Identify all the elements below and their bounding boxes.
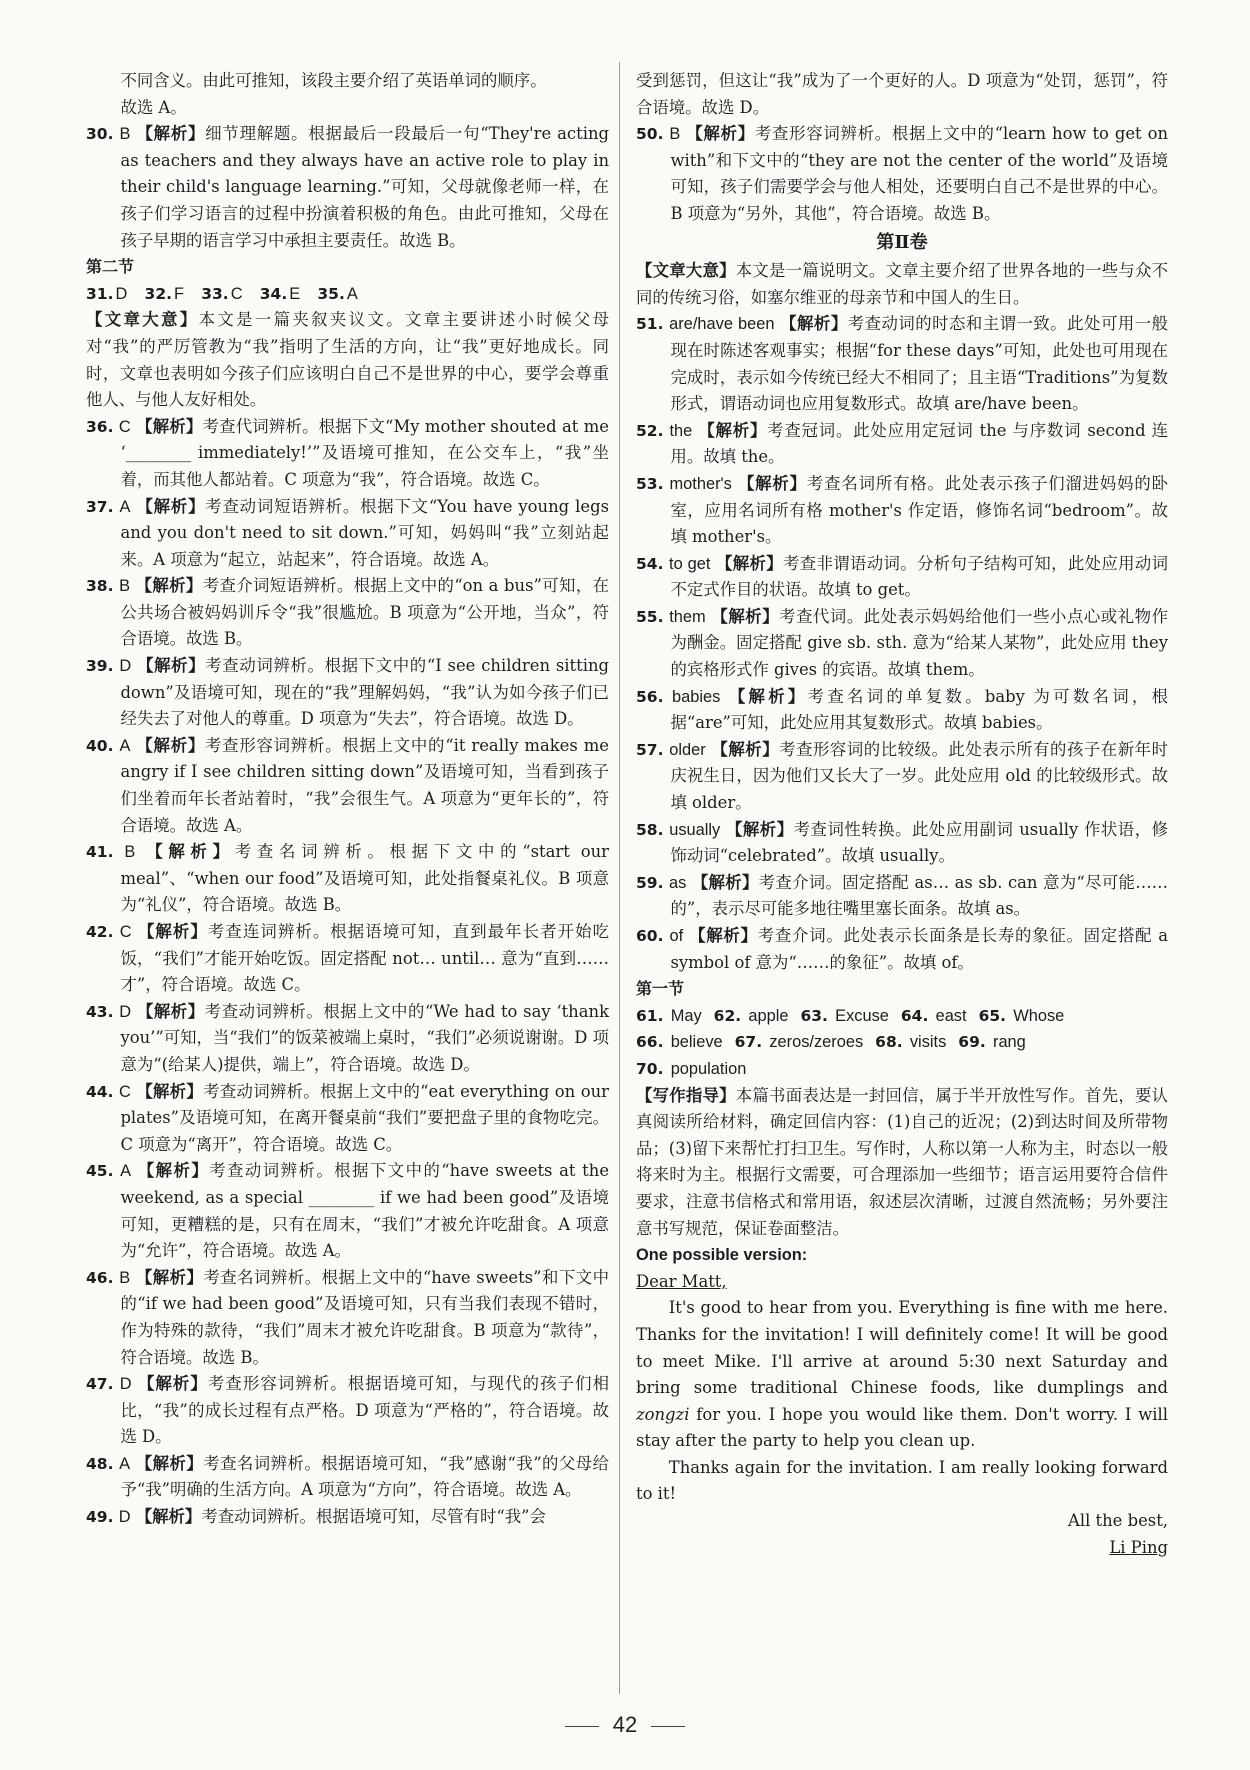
answer-number: 70.: [636, 1059, 664, 1078]
question-answer: A: [119, 736, 131, 755]
letter-p1-italic: zongzi: [636, 1404, 690, 1424]
question-55-entry: [636, 604, 1168, 684]
answer-63: [800, 1006, 888, 1025]
question-tag: 【解析】: [711, 739, 780, 759]
footer-dash-left: [565, 1726, 599, 1727]
page-number: 42: [612, 1712, 638, 1737]
question-explanation: 考查动词短语辨析。根据下文“You have young legs and you don't need to sit down.”可知，妈妈叫“我”立刻站起来。A 项意为“起立，站起来”，符合语境。故选 A。: [120, 496, 610, 569]
answer-value: zeros/zeroes: [769, 1033, 864, 1052]
question-explanation: 考查动词的时态和主谓一致。此处可用一般现在时陈述客观事实；根据“for these days”可知，此处也可用现在完成时，表示如今传统已经大不相同了；且主语“Traditions”为复数形式，谓语动词也应用复数形式。故填 are/have been。: [670, 314, 1168, 414]
question-44-entry: [86, 1079, 609, 1159]
question-47-entry: [86, 1371, 609, 1451]
answer-32-value: F: [174, 284, 185, 303]
question-number: 53.: [636, 474, 664, 493]
question-tag: 【解析】: [137, 1374, 208, 1394]
question-number: 43.: [86, 1002, 114, 1021]
answer-34: [260, 284, 300, 303]
question-38-entry: [86, 573, 609, 653]
question-answer: to get: [669, 554, 711, 573]
question-answer: are/have been: [669, 315, 775, 334]
question-explanation: 考查介词。此处表示长面条是长寿的象征。固定搭配 a symbol of 意为“……的象征”。故填 of。: [670, 926, 1169, 972]
question-number: 59.: [636, 873, 664, 892]
question-answer: older: [669, 740, 706, 759]
question-number: 40.: [86, 736, 114, 755]
intro-line-1: 不同含义。由此可推知，该段主要介绍了英语单词的顺序。: [120, 71, 547, 90]
question-explanation: 考查名词的单复数。baby 为可数名词，根据“are”可知，此处应用其复数形式。故填 babies。: [670, 686, 1169, 733]
summary-text: 本文是一篇夹叙夹议文。文章主要讲述小时候父母对“我”的严厉管教为“我”指明了生活的方向，让“我”更好地成长。同时，文章也表明如今孩子们应该明白自己不是世界的中心，要学会尊重他人、与他人友好相处。: [86, 310, 610, 410]
right-column: [636, 68, 1168, 1561]
version-label: One possible version:: [636, 1246, 808, 1265]
question-answer: C: [119, 923, 132, 941]
question-tag: 【解析】: [716, 553, 784, 573]
question-answer: D: [119, 657, 132, 676]
q30-number: 30.: [86, 125, 114, 144]
letter-p1-part-b: for you. I hope you would like them. Don't worry. I will stay after the party to help you clean up.: [636, 1404, 1168, 1451]
question-number: 41.: [86, 843, 114, 862]
question-number: 38.: [86, 577, 114, 596]
answer-value: Whose: [1013, 1006, 1065, 1025]
question-explanation: 考查代词。此处表示妈妈给他们一些小点心或礼物作为酬金。固定搭配 give sb. sth. 意为“给某人某物”，此处应用 they 的宾格形式作 gives 的宾语。故填 them。: [670, 606, 1168, 680]
writing-tag: 【写作指导】: [636, 1085, 736, 1105]
question-tag: 【解析】: [725, 819, 794, 839]
question-tag: 【解析】: [135, 1267, 204, 1287]
question-explanation: 考查动词辨析。根据上文中的“eat everything on our plates”及语境可知，在离开餐桌前“我们”要把盘子里的食物吃完。C 项意为“离开”，符合语境。故选 C。: [120, 1081, 609, 1154]
answer-67: [735, 1032, 864, 1051]
question-explanation: 考查动词辨析。根据下文中的“have sweets at the weekend, as a special ________ if we had been good”及语境可知，更糟糕的是，只有在周末，“我们”才被允许吃甜食。A 项意为“允许”，符合语境。故选 A。: [120, 1161, 610, 1261]
section-1-title: 第一节: [636, 979, 685, 999]
question-explanation: 考查动词辨析。根据上文中的“We had to say ‘thank you’”可知，当“我们”的饭菜被端上桌时，“我们”必须说谢谢。D 项意为“(给某人)提供，端上”，符合语境。故选 D。: [120, 1001, 610, 1074]
question-48-entry: [86, 1451, 609, 1504]
question-number: 36.: [86, 417, 114, 436]
question-explanation: 考查名词所有格。此处表示孩子们溜进妈妈的卧室，应用名词所有格 mother's 作定语，修饰名词“bedroom”。故填 mother's。: [670, 473, 1169, 547]
question-tag: 【解析】: [135, 1453, 204, 1473]
question-answer: D: [119, 1375, 132, 1394]
q50-tag: 【解析】: [686, 124, 755, 144]
answer-35-value: A: [346, 284, 358, 303]
answer-69: [958, 1032, 1026, 1051]
answer-number: 69.: [958, 1033, 986, 1052]
question-explanation: 考查非谓语动词。分析句子结构可知，此处应用动词不定式作目的状语。故填 to get。: [670, 553, 1168, 600]
answer-value: east: [935, 1006, 967, 1025]
question-57-entry: [636, 737, 1168, 817]
question-41-entry: [86, 839, 609, 919]
letter-salutation: Dear Matt,: [636, 1271, 727, 1291]
question-explanation: 考查名词辨析。根据下文中的“start our meal”、“when our food”及语境可知，此处指餐桌礼仪。B 项意为“礼仪”，符合语境。故选 B。: [120, 842, 609, 915]
question-number: 39.: [86, 657, 114, 676]
q30-answer: B: [119, 125, 131, 144]
question-explanation: 考查词性转换。此处应用副词 usually 作状语，修饰动词“celebrated”。故填 usually。: [670, 819, 1168, 866]
answer-number: 63.: [800, 1006, 828, 1025]
question-tag: 【解析】: [146, 842, 235, 862]
answer-value: May: [670, 1006, 702, 1025]
question-tag: 【解析】: [711, 606, 780, 626]
answer-value: rang: [992, 1033, 1026, 1052]
question-tag: 【解析】: [136, 1081, 204, 1101]
letter-signature: Li Ping: [1109, 1537, 1168, 1557]
answer-row: [636, 1003, 1168, 1030]
answer-68: [875, 1032, 946, 1051]
question-explanation: 考查名词辨析。根据语境可知，“我”感谢“我”的父母给予“我”明确的生活方向。A 项意为“方向”，符合语境。故选 A。: [120, 1453, 609, 1500]
answer-value: apple: [748, 1006, 789, 1025]
question-tag: 【解析】: [728, 686, 808, 706]
question-explanation: 考查形容词的比较级。此处表示所有的孩子在新年时庆祝生日，因为他们又长大了一岁。此处应用 old 的比较级形式。故填 older。: [670, 739, 1168, 813]
answer-34-number: 34.: [259, 284, 288, 303]
answer-61: [636, 1006, 702, 1025]
question-54-entry: [636, 551, 1168, 604]
question-answer: usually: [669, 820, 721, 839]
question-explanation: 考查介词短语辨析。根据上文中的“on a bus”可知，在公共场合被妈妈训斥令“我”很尴尬。B 项意为“公开地，当众”，符合语境。故选 B。: [120, 576, 609, 649]
letter-paragraph-1: [636, 1295, 1168, 1455]
question-answer: D: [119, 1002, 132, 1021]
question-explanation: 考查动词辨析。根据下文中的“I see children sitting down”及语境可知，现在的“我”理解妈妈，“我”认为如今孩子们已经失去了对他人的尊重。D 项意为“失去”，符合语境。故选 D。: [120, 656, 610, 729]
answer-row: [636, 1056, 1168, 1083]
question-answer: them: [669, 607, 706, 626]
letter-p1-part-a: It's good to hear from you. Everything is fine with me here. Thanks for the invitation! I will definitely come! It will be good to meet Mike. I'll arrive at around 5:30 next Saturday and bring some traditional Chinese foods, like dumplings and: [636, 1298, 1168, 1398]
article-summary-2: [636, 258, 1168, 311]
answer-number: 61.: [636, 1006, 664, 1025]
letter-paragraph-2: Thanks again for the invitation. I am really looking forward to it!: [636, 1457, 1168, 1504]
answer-32: [145, 284, 184, 303]
answers-31-35: [86, 281, 609, 308]
question-tag: 【解析】: [137, 922, 208, 941]
answer-number: 64.: [900, 1006, 929, 1025]
question-60-entry: [636, 923, 1168, 976]
answer-64: [901, 1006, 967, 1025]
question-number: 60.: [636, 927, 664, 945]
q50-entry: [636, 121, 1168, 227]
answer-31: [86, 284, 127, 303]
question-answer: B: [119, 577, 130, 596]
writing-text: 本篇书面表达是一封回信，属于半开放性写作。首先，要认真阅读所给材料，确定回信内容：(1)自己的近况；(2)到达时间及所带物品；(3)留下来帮忙打扫卫生。写作时，人称以第一人称为主，时态以一般将来时为主。根据行文需要，可合理添加一些细节；语言运用要符合信件要求，注意书信格式和常用语，叙述层次清晰，过渡自然流畅；另外要注意书写规范，保证卷面整洁。: [636, 1085, 1168, 1238]
question-59-entry: [636, 870, 1168, 923]
q30-entry: [86, 121, 609, 254]
answer-31-value: D: [115, 284, 128, 303]
answer-value: visits: [909, 1033, 947, 1052]
question-51-entry: [636, 311, 1168, 417]
question-explanation: 考查介词。固定搭配 as… as sb. can 意为“尽可能……的”，表示尽可能多地往嘴里塞长面条。故填 as。: [670, 872, 1169, 919]
answer-31-number: 31.: [86, 284, 114, 303]
question-tag: 【解析】: [136, 416, 203, 436]
question-number: 55.: [636, 607, 664, 626]
question-tag: 【解析】: [691, 872, 759, 892]
question-explanation: 考查连词辨析。根据语境可知，直到最年长者开始吃饭，“我们”才能开始吃饭。固定搭配 not… until… 意为“直到……才”，符合语境。故选 C。: [120, 922, 609, 995]
question-answer: C: [118, 1082, 131, 1101]
question-answer: of: [669, 927, 684, 945]
question-number: 37.: [86, 497, 114, 516]
question-number: 52.: [636, 421, 664, 440]
q50-explanation: 考查形容词辨析。根据上文中的“learn how to get on with”和下文中的“they are not the center of the world”及语境可知，孩子们需要学会与他人相处，还要明白自己不是世界的中心。B 项意为“另外，其他”，符合语境。故选 B。: [670, 124, 1168, 223]
left-column: [86, 68, 609, 1531]
question-tag: 【解析】: [135, 1507, 202, 1527]
answer-number: 68.: [875, 1033, 903, 1052]
question-number: 56.: [636, 687, 664, 706]
question-answer: babies: [672, 687, 721, 706]
question-tag: 【解析】: [689, 926, 758, 945]
question-number: 58.: [636, 820, 664, 839]
question-explanation: 考查形容词辨析。根据上文中的“it really makes me angry if I see children sitting down”及语境可知，当看到孩子们坐着而年长者站着时，“我”会很生气。A 项意为“更年长的”，符合语境。故选 A。: [120, 735, 610, 835]
q50-answer: B: [669, 125, 681, 144]
question-36-entry: [86, 414, 609, 494]
page-footer: [0, 1712, 1250, 1738]
intro-line-2: 故选 A。: [120, 97, 187, 117]
question-tag: 【解析】: [780, 314, 848, 334]
q50-number: 50.: [636, 125, 664, 144]
section-2-title: 第二节: [86, 257, 135, 277]
question-answer: B: [119, 1268, 131, 1287]
question-number: 45.: [86, 1162, 114, 1181]
summary-tag: 【文章大意】: [86, 310, 199, 330]
question-number: 57.: [636, 740, 664, 759]
question-43-entry: [86, 999, 609, 1079]
question-number: 54.: [636, 554, 664, 573]
question-explanation: 考查名词辨析。根据上文中的“have sweets”和下文中的“if we had been good”及语境可知，只有当我们表现不错时，作为特殊的款待，“我们”周末才被允许吃甜食。B 项意为“款待”，符合语境。故选 B。: [120, 1267, 610, 1367]
question-answer: B: [124, 843, 136, 862]
question-tag: 【解析】: [137, 656, 206, 676]
question-46-entry: [86, 1265, 609, 1371]
answer-number: 62.: [713, 1006, 742, 1025]
answer-65: [979, 1006, 1065, 1025]
answer-value: Excuse: [835, 1006, 889, 1025]
answer-value: population: [670, 1059, 747, 1078]
question-explanation: 考查冠词。此处应用定冠词 the 与序数词 second 连用。故填 the。: [670, 420, 1168, 467]
answer-number: 67.: [734, 1033, 763, 1052]
article-summary: [86, 307, 609, 413]
question-answer: A: [119, 497, 131, 516]
sample-letter: [636, 1269, 1168, 1562]
answer-33-value: C: [230, 284, 243, 303]
answers-61-70: [636, 1003, 1168, 1083]
question-42-entry: [86, 919, 609, 999]
right-item-list: [636, 311, 1168, 976]
question-number: 51.: [636, 315, 664, 334]
question-number: 42.: [86, 923, 114, 941]
question-number: 47.: [86, 1375, 114, 1394]
answer-33-number: 33.: [201, 284, 229, 303]
volume-2-title: 第Ⅱ卷: [876, 231, 928, 253]
question-number: 49.: [86, 1508, 114, 1527]
question-answer: the: [669, 421, 693, 440]
question-53-entry: [636, 471, 1168, 551]
question-49-entry: [86, 1504, 609, 1531]
answer-66: [636, 1032, 723, 1051]
question-number: 44.: [86, 1082, 114, 1101]
summary-tag-2: 【文章大意】: [636, 261, 736, 281]
letter-closing: All the best,: [1068, 1511, 1168, 1531]
question-answer: A: [119, 1454, 131, 1473]
question-answer: as: [669, 873, 687, 892]
question-answer: mother's: [669, 474, 732, 493]
answer-number: 66.: [636, 1033, 664, 1052]
writing-guide: [636, 1083, 1168, 1243]
footer-dash-right: [651, 1726, 685, 1727]
question-tag: 【解析】: [698, 420, 768, 440]
question-answer: D: [118, 1508, 131, 1527]
question-tag: 【解析】: [136, 1001, 205, 1021]
question-56-entry: [636, 684, 1168, 737]
question-tag: 【解析】: [136, 496, 206, 516]
question-37-entry: [86, 494, 609, 574]
q30-explanation: 细节理解题。根据最后一段最后一句“They're acting as teachers and they always have an active role to play in their child's language learning.”可知，父母就像老师一样，在孩子们学习语言的过程中扮演着积极的角色。由此可推知，父母在孩子早期的语言学习中承担主要责任。故选 B。: [120, 124, 609, 250]
q30-tag: 【解析】: [136, 124, 206, 144]
answer-35: [317, 284, 357, 303]
summary-text-2: 本文是一篇说明文。文章主要介绍了世界各地的一些与众不同的传统习俗，如塞尔维亚的母亲节和中国人的生日。: [636, 261, 1168, 307]
q49-continuation: 受到惩罚，但这让“我”成为了一个更好的人。D 项意为“处罚，惩罚”，符合语境。故选 D。: [636, 71, 1168, 117]
answer-value: believe: [670, 1033, 723, 1052]
question-58-entry: [636, 817, 1168, 870]
question-tag: 【解析】: [135, 576, 203, 596]
question-40-entry: [86, 733, 609, 839]
answer-row: [636, 1029, 1168, 1056]
answer-34-value: E: [289, 284, 301, 303]
question-52-entry: [636, 418, 1168, 471]
question-answer: C: [118, 417, 131, 436]
question-tag: 【解析】: [137, 1161, 210, 1181]
question-explanation: 考查形容词辨析。根据语境可知，与现代的孩子们相比，“我”的成长过程有点严格。D 项意为“严格的”，符合语境。故选 D。: [120, 1374, 609, 1447]
question-45-entry: [86, 1158, 609, 1264]
question-explanation: 考查动词辨析。根据语境可知，尽管有时“我”会: [201, 1507, 546, 1527]
question-explanation: 考查代词辨析。根据下文“My mother shouted at me ‘________ immediately!’”及语境可推知，在公交车上，“我”坐着，而其他人都站着。C 项意为“我”，符合语境。故选 C。: [120, 416, 609, 489]
question-tag: 【解析】: [737, 473, 807, 493]
column-divider: [619, 62, 620, 1694]
answer-32-number: 32.: [144, 284, 172, 303]
question-39-entry: [86, 653, 609, 733]
left-item-list: [86, 414, 609, 1531]
answer-35-number: 35.: [317, 284, 345, 303]
question-answer: A: [120, 1162, 132, 1181]
question-number: 46.: [86, 1268, 114, 1287]
answer-62: [714, 1006, 789, 1025]
question-tag: 【解析】: [136, 735, 206, 755]
answer-70: [636, 1059, 746, 1078]
answer-33: [201, 284, 242, 303]
question-number: 48.: [86, 1454, 114, 1473]
answer-number: 65.: [978, 1006, 1007, 1025]
